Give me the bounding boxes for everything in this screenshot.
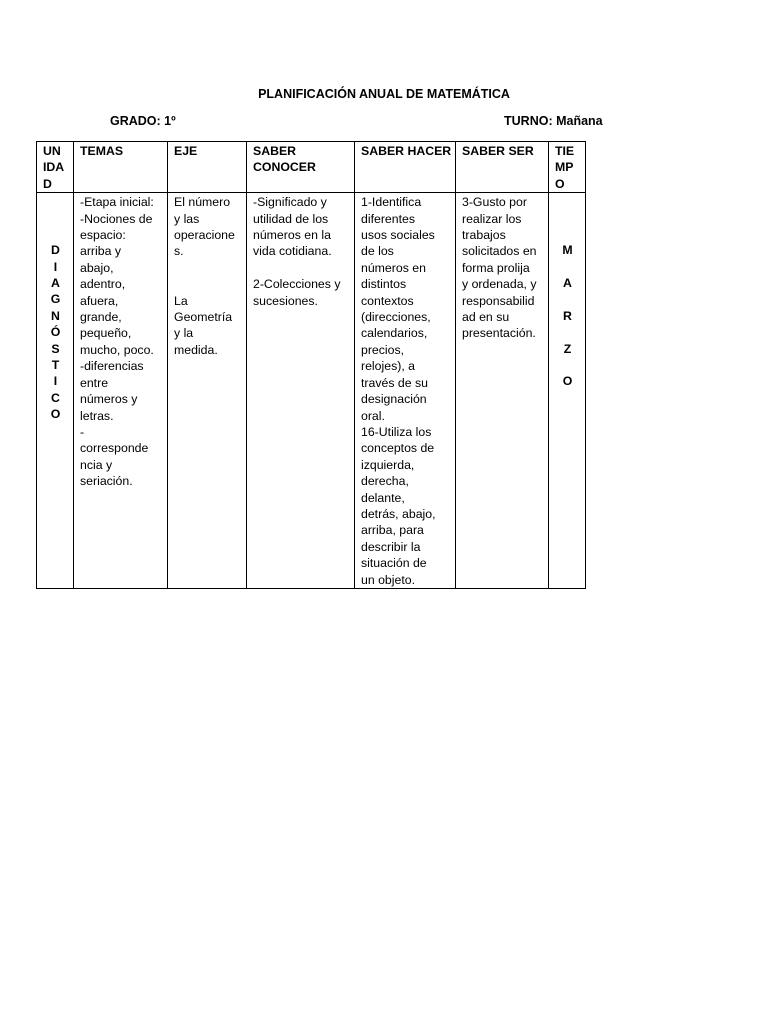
- cell-line: La: [174, 293, 188, 308]
- cell-line: -: [80, 424, 85, 439]
- cell-line: usos sociales: [361, 228, 435, 243]
- cell-line: s.: [174, 244, 184, 259]
- cell-line: izquierda,: [361, 457, 415, 472]
- cell-line: mucho, poco.: [80, 342, 154, 357]
- cell-line: T: [51, 358, 60, 373]
- cell-eje: [168, 193, 247, 589]
- cell-line: C: [51, 390, 60, 405]
- saber-hacer-lines: [361, 194, 450, 588]
- cell-unidad: [37, 193, 74, 589]
- cell-line: I: [53, 259, 58, 274]
- cell-line: forma prolija: [462, 260, 530, 275]
- cell-line: situación de: [361, 556, 427, 571]
- cell-line: 1-Identifica: [361, 195, 422, 210]
- cell-line: D: [51, 243, 60, 258]
- cell-line: A: [563, 276, 572, 291]
- cell-line: responsabilid: [462, 293, 535, 308]
- cell-line: Geometría: [174, 310, 233, 325]
- cell-line: grande,: [80, 310, 122, 325]
- cell-line: y ordenada, y: [462, 277, 537, 292]
- page-title: PLANIFICACIÓN ANUAL DE MATEMÁTICA: [258, 87, 510, 101]
- header-eje: EJE: [168, 142, 247, 193]
- cell-line: S: [51, 341, 60, 356]
- header-unidad: UN IDA D: [37, 142, 74, 193]
- cell-tiempo: [549, 193, 586, 589]
- cell-line: derecha,: [361, 474, 409, 489]
- cell-line: O: [562, 374, 573, 389]
- cell-saber-hacer: [355, 193, 456, 589]
- cell-line: través de su: [361, 375, 428, 390]
- cell-line: distintos: [361, 277, 407, 292]
- cell-line: afuera,: [80, 293, 119, 308]
- cell-line: ad en su: [462, 310, 510, 325]
- cell-line: ncia y: [80, 457, 113, 472]
- cell-line: números y: [80, 392, 138, 407]
- cell-line: -Significado y: [253, 195, 327, 210]
- cell-line: (direcciones,: [361, 310, 431, 325]
- cell-line: números en: [361, 260, 426, 275]
- cell-line: de los: [361, 244, 394, 259]
- cell-line: realizar los: [462, 211, 522, 226]
- cell-line: R: [563, 308, 572, 323]
- cell-line: números en la: [253, 228, 331, 243]
- cell-line: -Nociones de: [80, 211, 153, 226]
- eje-lines-2: [174, 293, 241, 359]
- header-row: [37, 142, 586, 193]
- tiempo-lines: [555, 242, 580, 390]
- cell-line: trabajos: [462, 228, 506, 243]
- saber-ser-lines: [462, 194, 543, 342]
- cell-line: entre: [80, 375, 109, 390]
- header-saber-ser: SABER SER: [456, 142, 549, 193]
- cell-line: 2-Colecciones y: [253, 277, 341, 292]
- cell-line: El número: [174, 195, 231, 210]
- cell-line: y las: [174, 211, 200, 226]
- cell-line: designación: [361, 392, 427, 407]
- cell-saber-conocer: [247, 193, 355, 589]
- planning-table: [36, 141, 586, 589]
- cell-line: O: [50, 407, 61, 422]
- cell-line: M: [562, 243, 573, 258]
- cell-line: vida cotidiana.: [253, 244, 332, 259]
- cell-line: adentro,: [80, 277, 126, 292]
- cell-line: letras.: [80, 408, 114, 423]
- grade-label: GRADO: 1º: [110, 114, 176, 128]
- saber-conocer-lines-2: [253, 276, 349, 309]
- header-saber-conocer: SABER CONOCER: [247, 142, 355, 193]
- cell-temas: [74, 193, 168, 589]
- cell-line: corresponde: [80, 441, 149, 456]
- cell-line: presentación.: [462, 326, 536, 341]
- cell-line: solicitados en: [462, 244, 537, 259]
- cell-line: I: [53, 374, 58, 389]
- cell-line: conceptos de: [361, 441, 435, 456]
- unidad-lines: [43, 242, 68, 422]
- cell-line: calendarios,: [361, 326, 428, 341]
- cell-line: Z: [563, 341, 572, 356]
- cell-saber-ser: [456, 193, 549, 589]
- eje-lines-1: [174, 194, 241, 260]
- header-temas: TEMAS: [74, 142, 168, 193]
- cell-line: utilidad de los: [253, 211, 329, 226]
- cell-line: Ó: [50, 325, 61, 340]
- shift-label: TURNO: Mañana: [504, 114, 603, 128]
- cell-line: arriba y: [80, 244, 122, 259]
- cell-line: diferentes: [361, 211, 416, 226]
- cell-line: detrás, abajo,: [361, 506, 436, 521]
- cell-line: oral.: [361, 408, 385, 423]
- cell-line: precios,: [361, 342, 405, 357]
- cell-line: delante,: [361, 490, 405, 505]
- cell-line: relojes), a: [361, 359, 415, 374]
- cell-line: un objeto.: [361, 572, 416, 587]
- cell-line: 3-Gusto por: [462, 195, 527, 210]
- cell-line: describir la: [361, 539, 421, 554]
- temas-lines: [80, 194, 162, 489]
- cell-line: -Etapa inicial:: [80, 195, 154, 210]
- cell-line: 16-Utiliza los: [361, 424, 432, 439]
- cell-line: -diferencias: [80, 359, 144, 374]
- cell-line: pequeño,: [80, 326, 132, 341]
- cell-line: arriba, para: [361, 523, 424, 538]
- cell-line: sucesiones.: [253, 293, 318, 308]
- cell-line: operacione: [174, 228, 235, 243]
- cell-line: contextos: [361, 293, 414, 308]
- cell-line: espacio:: [80, 228, 126, 243]
- cell-line: G: [50, 292, 61, 307]
- cell-line: y la: [174, 326, 194, 341]
- header-tiempo: TIE MP O: [549, 142, 586, 193]
- cell-line: A: [51, 276, 60, 291]
- cell-line: N: [51, 308, 60, 323]
- content-row: [37, 193, 586, 589]
- cell-line: medida.: [174, 342, 218, 357]
- header-saber-hacer: SABER HACER: [355, 142, 456, 193]
- cell-line: abajo,: [80, 260, 114, 275]
- saber-conocer-lines-1: [253, 194, 349, 260]
- cell-line: seriación.: [80, 474, 133, 489]
